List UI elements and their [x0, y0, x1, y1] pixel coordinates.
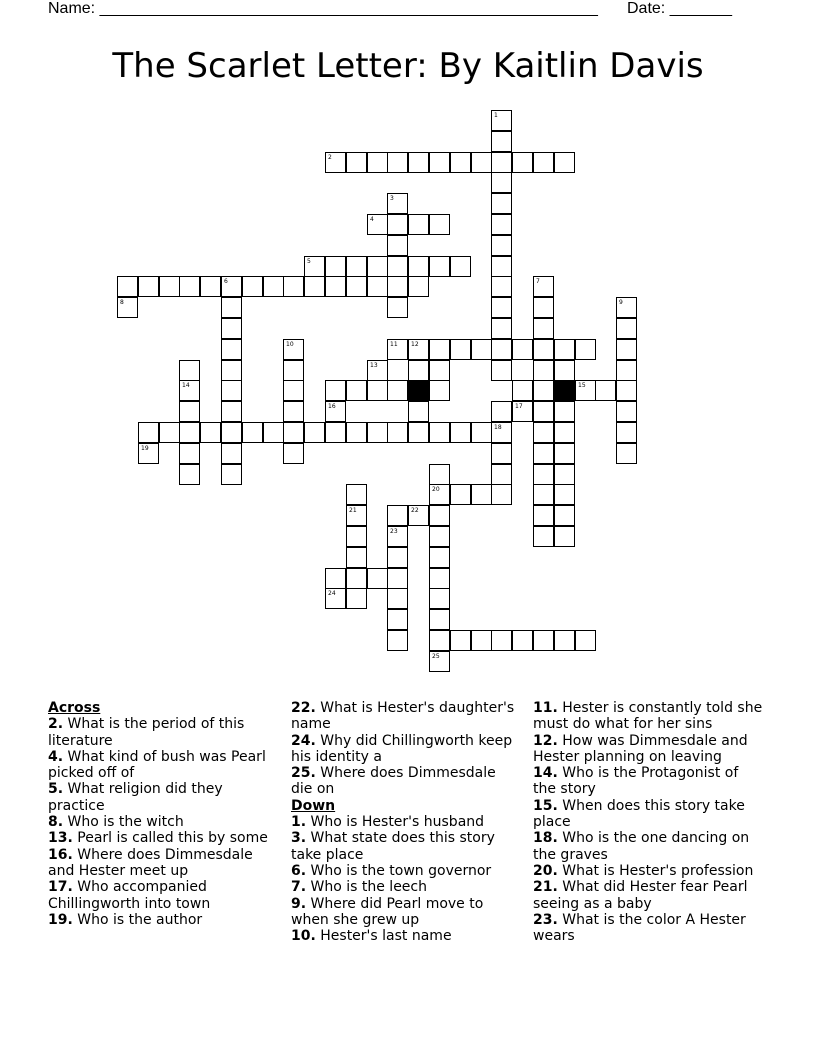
grid-cell[interactable]	[242, 276, 263, 297]
grid-cell[interactable]	[533, 360, 554, 381]
clue-item	[533, 863, 763, 879]
clue-number: 20	[432, 486, 440, 493]
grid-cell[interactable]	[450, 339, 471, 360]
clue-number: 6	[224, 278, 228, 285]
across-heading: Across	[48, 700, 101, 716]
grid-cell[interactable]	[387, 380, 408, 401]
grid-cell[interactable]	[429, 568, 450, 589]
grid-cell[interactable]	[616, 318, 637, 339]
clue-item-text: Pearl is called this by some	[72, 830, 268, 847]
grid-cell[interactable]	[325, 401, 346, 422]
clue-item-number: 21.	[533, 879, 558, 896]
grid-cell[interactable]	[408, 152, 429, 173]
grid-cell[interactable]	[304, 422, 325, 443]
clue-item-number: 11.	[533, 700, 558, 716]
date-label: Date: _______	[627, 0, 732, 17]
grid-cell[interactable]	[242, 422, 263, 443]
grid-cell[interactable]	[533, 276, 554, 297]
clue-item-text: Who is the one dancing on the graves	[533, 830, 750, 863]
clue-number: 8	[120, 299, 124, 306]
clue-item	[533, 700, 763, 733]
grid-cell[interactable]	[429, 214, 450, 235]
clue-item	[291, 733, 521, 766]
clue-number: 16	[328, 403, 336, 410]
clue-item	[48, 830, 268, 846]
clue-number: 11	[390, 341, 398, 348]
clue-item	[533, 830, 763, 863]
clue-item-text: Who is Hester's husband	[306, 814, 485, 831]
grid-cell[interactable]	[387, 235, 408, 256]
grid-cell[interactable]	[512, 339, 533, 360]
clue-item-text: Who is the witch	[63, 814, 184, 831]
grid-cell[interactable]	[387, 339, 408, 360]
grid-cell[interactable]	[616, 339, 637, 360]
grid-cell[interactable]	[263, 276, 284, 297]
clue-item-text: Who is the author	[72, 911, 203, 928]
across-clue-list-continued	[291, 700, 521, 798]
grid-cell[interactable]	[554, 152, 575, 173]
clue-item-text: Who is the leech	[306, 879, 427, 896]
clue-item-text: What is the color A Hester wears	[533, 911, 746, 945]
grid-cell[interactable]	[325, 276, 346, 297]
clue-item-text: How was Dimmesdale and Hester planning on leaving	[533, 732, 748, 765]
clue-item	[533, 733, 763, 766]
grid-cell[interactable]	[387, 630, 408, 651]
grid-cell[interactable]	[491, 443, 512, 464]
grid-cell[interactable]	[367, 380, 388, 401]
grid-cell[interactable]	[346, 484, 367, 505]
grid-cell[interactable]	[346, 380, 367, 401]
grid-cell[interactable]	[533, 380, 554, 401]
grid-cell[interactable]	[429, 152, 450, 173]
grid-cell[interactable]	[616, 380, 637, 401]
grid-cell[interactable]	[429, 464, 450, 485]
grid-cell[interactable]	[450, 630, 471, 651]
grid-cell[interactable]	[512, 630, 533, 651]
grid-cell[interactable]	[387, 297, 408, 318]
clue-number: 7	[536, 278, 540, 285]
grid-cell[interactable]	[283, 422, 304, 443]
grid-cell[interactable]	[221, 401, 242, 422]
grid-cell[interactable]	[179, 464, 200, 485]
clue-item	[291, 700, 521, 733]
across-clue-list	[48, 716, 268, 928]
grid-cell[interactable]	[367, 256, 388, 277]
grid-cell[interactable]	[533, 422, 554, 443]
grid-cell[interactable]	[387, 152, 408, 173]
grid-cell[interactable]	[491, 235, 512, 256]
grid-cell[interactable]	[491, 131, 512, 152]
clue-item-text: Where does Dimmesdale die on	[291, 765, 496, 798]
clue-number: 23	[390, 528, 398, 535]
clue-item-number: 2.	[48, 716, 64, 733]
clue-number: 17	[515, 403, 523, 410]
grid-cell[interactable]	[179, 422, 200, 443]
grid-cell[interactable]	[408, 422, 429, 443]
grid-cell[interactable]	[387, 256, 408, 277]
grid-cell[interactable]	[283, 360, 304, 381]
clue-item	[48, 716, 268, 749]
clue-item-number: 6.	[291, 862, 307, 879]
clue-item-text: Who is the town governor	[306, 862, 492, 879]
grid-cell[interactable]	[616, 443, 637, 464]
grid-cell[interactable]	[429, 609, 450, 630]
clue-item-text: Where does Dimmesdale and Hester meet up	[48, 846, 253, 879]
grid-cell[interactable]	[408, 214, 429, 235]
grid-cell[interactable]	[387, 609, 408, 630]
grid-cell[interactable]	[491, 214, 512, 235]
grid-cell[interactable]	[221, 422, 242, 443]
clue-number: 14	[182, 382, 190, 389]
grid-cell[interactable]	[512, 380, 533, 401]
grid-cell[interactable]	[533, 484, 554, 505]
grid-cell[interactable]	[554, 484, 575, 505]
clue-number: 22	[411, 507, 419, 514]
grid-cell[interactable]	[616, 401, 637, 422]
grid-cell[interactable]	[595, 380, 616, 401]
grid-cell[interactable]	[554, 464, 575, 485]
black-cell	[554, 380, 575, 401]
grid-cell[interactable]	[221, 297, 242, 318]
grid-cell[interactable]	[491, 360, 512, 381]
grid-cell[interactable]	[367, 214, 388, 235]
clue-item-number: 1.	[291, 814, 307, 831]
grid-cell[interactable]	[491, 401, 512, 422]
clue-item	[291, 830, 521, 863]
down-clue-list-continued	[533, 700, 763, 944]
grid-cell[interactable]	[491, 276, 512, 297]
clue-item-number: 20.	[533, 862, 558, 879]
grid-cell[interactable]	[429, 360, 450, 381]
clue-number: 12	[411, 341, 419, 348]
grid-cell[interactable]	[471, 630, 492, 651]
grid-cell[interactable]	[471, 339, 492, 360]
clue-number: 3	[390, 195, 394, 202]
clues-column-3	[533, 700, 763, 944]
grid-cell[interactable]	[429, 547, 450, 568]
grid-cell[interactable]	[283, 443, 304, 464]
grid-cell[interactable]	[575, 339, 596, 360]
clue-item	[533, 879, 763, 912]
clue-item-number: 24.	[291, 732, 316, 749]
grid-cell[interactable]	[159, 422, 180, 443]
down-heading: Down	[291, 797, 336, 814]
clue-number: 10	[286, 341, 294, 348]
clue-item-text: What did Hester fear Pearl seeing as a baby	[533, 879, 748, 912]
grid-cell[interactable]	[554, 422, 575, 443]
clue-item-text: When does this story take place	[533, 797, 745, 831]
grid-cell[interactable]	[533, 339, 554, 360]
grid-cell[interactable]	[533, 464, 554, 485]
grid-cell[interactable]	[367, 276, 388, 297]
clue-item-text: Who is the Protagonist of the story	[533, 765, 739, 798]
clue-item	[291, 928, 521, 944]
grid-cell[interactable]	[179, 443, 200, 464]
grid-cell[interactable]	[554, 360, 575, 381]
grid-cell[interactable]	[221, 464, 242, 485]
down-clue-list	[291, 814, 521, 944]
clue-item-number: 3.	[291, 830, 307, 847]
clue-item-text: What is Hester's daughter's name	[291, 700, 515, 733]
grid-cell[interactable]	[450, 422, 471, 443]
clue-item	[48, 912, 268, 928]
grid-cell[interactable]	[325, 422, 346, 443]
grid-cell[interactable]	[117, 297, 138, 318]
grid-cell[interactable]	[616, 360, 637, 381]
grid-cell[interactable]	[408, 505, 429, 526]
grid-cell[interactable]	[533, 297, 554, 318]
clue-item-number: 8.	[48, 814, 64, 831]
clue-item	[48, 749, 268, 782]
grid-cell[interactable]	[575, 380, 596, 401]
grid-cell[interactable]	[387, 568, 408, 589]
grid-cell[interactable]	[283, 339, 304, 360]
clue-item	[48, 847, 268, 880]
grid-cell[interactable]	[367, 152, 388, 173]
grid-cell[interactable]	[117, 276, 138, 297]
grid-cell[interactable]	[429, 422, 450, 443]
clue-item-text: Why did Chillingworth keep his identity a	[291, 732, 513, 765]
clue-number: 2	[328, 154, 332, 161]
grid-cell[interactable]	[554, 630, 575, 651]
clue-item-number: 7.	[291, 879, 307, 896]
grid-cell[interactable]	[221, 276, 242, 297]
grid-cell[interactable]	[221, 318, 242, 339]
clue-item	[291, 896, 521, 929]
grid-cell[interactable]	[533, 401, 554, 422]
grid-cell[interactable]	[346, 276, 367, 297]
clue-item-number: 4.	[48, 748, 64, 765]
clue-number: 9	[619, 299, 623, 306]
grid-cell[interactable]	[554, 339, 575, 360]
grid-cell[interactable]	[221, 360, 242, 381]
grid-cell[interactable]	[491, 484, 512, 505]
grid-cell[interactable]	[221, 339, 242, 360]
clue-item	[533, 765, 763, 798]
grid-cell[interactable]	[325, 568, 346, 589]
black-cell	[408, 380, 429, 401]
grid-cell[interactable]	[533, 630, 554, 651]
clue-item-number: 15.	[533, 797, 558, 814]
grid-cell[interactable]	[429, 256, 450, 277]
grid-cell[interactable]	[408, 360, 429, 381]
clue-number: 19	[141, 445, 149, 452]
clue-item-text: Hester's last name	[315, 928, 452, 945]
grid-cell[interactable]	[512, 401, 533, 422]
grid-cell[interactable]	[429, 484, 450, 505]
grid-cell[interactable]	[533, 318, 554, 339]
grid-cell[interactable]	[616, 422, 637, 443]
grid-cell[interactable]	[616, 297, 637, 318]
grid-cell[interactable]	[346, 547, 367, 568]
grid-cell[interactable]	[138, 422, 159, 443]
clue-number: 25	[432, 653, 440, 660]
grid-cell[interactable]	[325, 256, 346, 277]
grid-cell[interactable]	[429, 380, 450, 401]
grid-cell[interactable]	[283, 276, 304, 297]
clue-item-text: What state does this story take place	[291, 830, 495, 863]
grid-cell[interactable]	[179, 401, 200, 422]
grid-cell[interactable]	[346, 588, 367, 609]
clue-item-number: 25.	[291, 765, 316, 782]
grid-cell[interactable]	[325, 380, 346, 401]
grid-cell[interactable]	[263, 422, 284, 443]
grid-cell[interactable]	[491, 464, 512, 485]
grid-cell[interactable]	[471, 422, 492, 443]
grid-cell[interactable]	[554, 505, 575, 526]
grid-cell[interactable]	[533, 526, 554, 547]
grid-cell[interactable]	[159, 276, 180, 297]
grid-cell[interactable]	[346, 568, 367, 589]
grid-cell[interactable]	[387, 505, 408, 526]
grid-cell[interactable]	[387, 547, 408, 568]
clue-number: 13	[370, 362, 378, 369]
grid-cell[interactable]	[554, 401, 575, 422]
clues-column-1	[48, 700, 268, 928]
clue-item-text: Where did Pearl move to when she grew up	[291, 895, 484, 928]
clue-number: 15	[578, 382, 586, 389]
grid-cell[interactable]	[429, 339, 450, 360]
grid-cell[interactable]	[304, 256, 325, 277]
grid-cell[interactable]	[533, 152, 554, 173]
grid-cell[interactable]	[491, 256, 512, 277]
grid-cell[interactable]	[408, 401, 429, 422]
clue-item-number: 12.	[533, 732, 558, 749]
grid-cell[interactable]	[200, 276, 221, 297]
grid-cell[interactable]	[512, 152, 533, 173]
grid-cell[interactable]	[346, 422, 367, 443]
grid-cell[interactable]	[554, 526, 575, 547]
grid-cell[interactable]	[471, 152, 492, 173]
grid-cell[interactable]	[491, 172, 512, 193]
grid-cell[interactable]	[138, 276, 159, 297]
grid-cell[interactable]	[367, 568, 388, 589]
clue-item	[291, 765, 521, 798]
clue-item-text: What kind of bush was Pearl picked off of	[48, 748, 266, 782]
clue-item-number: 16.	[48, 846, 73, 863]
clue-item-number: 14.	[533, 765, 558, 782]
clues-column-2	[291, 700, 521, 944]
clue-item-number: 17.	[48, 879, 73, 896]
grid-cell[interactable]	[429, 526, 450, 547]
grid-cell[interactable]	[387, 276, 408, 297]
grid-cell[interactable]	[325, 152, 346, 173]
clue-item-text: What is Hester's profession	[557, 862, 754, 879]
clue-item-number: 19.	[48, 911, 73, 928]
grid-cell[interactable]	[221, 380, 242, 401]
clue-item	[48, 814, 268, 830]
clue-item-number: 13.	[48, 830, 73, 847]
clue-item-number: 9.	[291, 895, 307, 912]
grid-cell[interactable]	[138, 443, 159, 464]
clue-item-number: 23.	[533, 911, 558, 928]
grid-cell[interactable]	[387, 526, 408, 547]
grid-cell[interactable]	[575, 630, 596, 651]
grid-cell[interactable]	[408, 256, 429, 277]
grid-cell[interactable]	[491, 630, 512, 651]
grid-cell[interactable]	[450, 152, 471, 173]
clue-number: 5	[307, 258, 311, 265]
grid-cell[interactable]	[304, 276, 325, 297]
grid-cell[interactable]	[491, 339, 512, 360]
grid-cell[interactable]	[429, 630, 450, 651]
clue-number: 4	[370, 216, 374, 223]
clue-item-number: 18.	[533, 830, 558, 847]
clue-item	[291, 863, 521, 879]
clue-item-text: Hester is constantly told she must do what for her sins	[533, 700, 763, 733]
page-title: The Scarlet Letter: By Kaitlin Davis	[112, 46, 704, 86]
grid-cell[interactable]	[450, 484, 471, 505]
grid-cell[interactable]	[491, 297, 512, 318]
grid-cell[interactable]	[367, 360, 388, 381]
grid-cell[interactable]	[346, 152, 367, 173]
clue-number: 1	[494, 112, 498, 119]
grid-cell[interactable]	[325, 588, 346, 609]
grid-cell[interactable]	[533, 505, 554, 526]
grid-cell[interactable]	[387, 214, 408, 235]
grid-cell[interactable]	[179, 276, 200, 297]
grid-cell[interactable]	[429, 588, 450, 609]
clue-item	[533, 912, 763, 945]
grid-cell[interactable]	[533, 443, 554, 464]
grid-cell[interactable]	[491, 110, 512, 131]
grid-cell[interactable]	[429, 651, 450, 672]
clue-item	[48, 781, 268, 814]
grid-cell[interactable]	[408, 339, 429, 360]
grid-cell[interactable]	[387, 588, 408, 609]
grid-cell[interactable]	[179, 360, 200, 381]
grid-cell[interactable]	[429, 505, 450, 526]
grid-cell[interactable]	[221, 443, 242, 464]
clue-item-text: What is the period of this literature	[48, 716, 245, 749]
grid-cell[interactable]	[408, 276, 429, 297]
clue-number: 21	[349, 507, 357, 514]
clue-item-text: What religion did they practice	[48, 781, 223, 814]
name-label: Name: ________________________________________________________	[48, 0, 598, 17]
clue-item	[291, 814, 521, 830]
clue-item-number: 10.	[291, 928, 316, 945]
clue-number: 24	[328, 590, 336, 597]
grid-cell[interactable]	[491, 193, 512, 214]
grid-cell[interactable]	[491, 152, 512, 173]
clue-item	[291, 879, 521, 895]
grid-cell[interactable]	[346, 256, 367, 277]
grid-cell[interactable]	[346, 505, 367, 526]
grid-cell[interactable]	[491, 422, 512, 443]
clue-item	[48, 879, 268, 912]
grid-cell[interactable]	[367, 422, 388, 443]
grid-cell[interactable]	[450, 256, 471, 277]
grid-cell[interactable]	[179, 380, 200, 401]
clue-number: 18	[494, 424, 502, 431]
grid-cell[interactable]	[200, 422, 221, 443]
grid-cell[interactable]	[387, 193, 408, 214]
grid-cell[interactable]	[554, 443, 575, 464]
clue-item-number: 5.	[48, 781, 64, 798]
grid-cell[interactable]	[471, 484, 492, 505]
grid-cell[interactable]	[283, 380, 304, 401]
grid-cell[interactable]	[491, 318, 512, 339]
grid-cell[interactable]	[346, 526, 367, 547]
grid-cell[interactable]	[283, 401, 304, 422]
grid-cell[interactable]	[387, 422, 408, 443]
clue-item-number: 22.	[291, 700, 316, 716]
clue-item	[533, 798, 763, 831]
clue-item-text: Who accompanied Chillingworth into town	[48, 879, 211, 912]
